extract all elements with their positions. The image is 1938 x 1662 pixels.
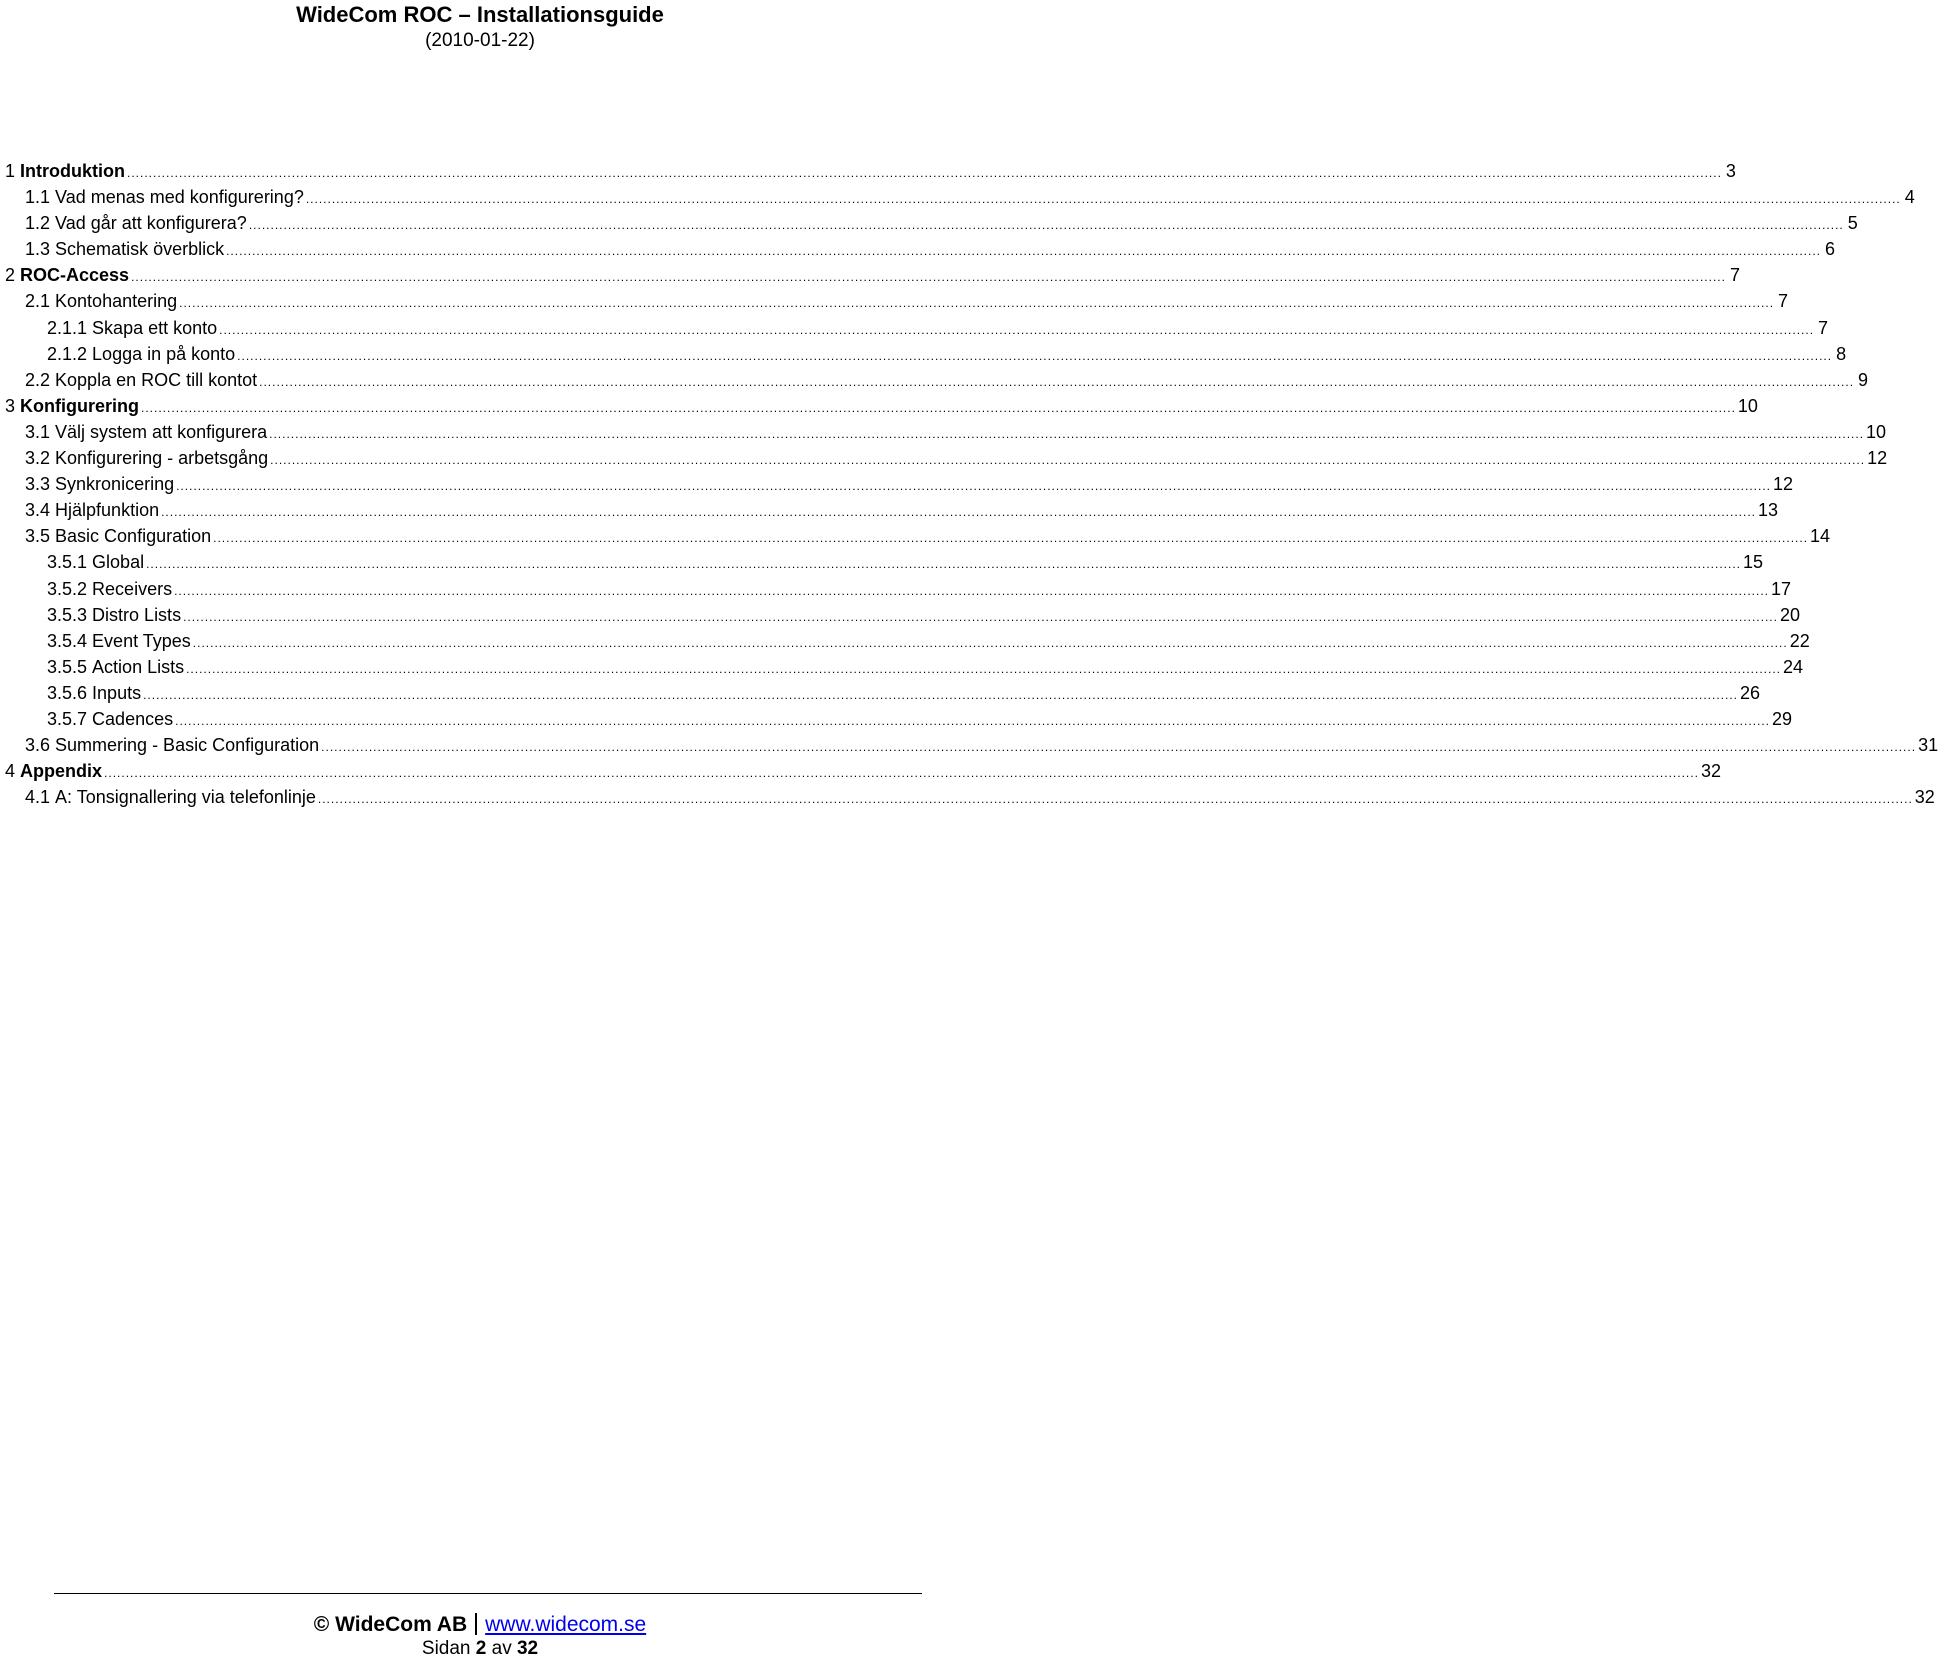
toc-entry[interactable] [5,784,1935,810]
toc-entry[interactable] [5,602,1800,628]
toc-entry-number: 3.4 [25,500,56,521]
footer-separator [475,1613,477,1635]
toc-entry[interactable] [5,706,1793,732]
toc-entry[interactable] [5,732,1938,758]
toc-dot-leader [213,525,1808,551]
toc-entry-number: 3.5.1 [47,552,93,573]
toc-entry-title: Kontohantering [55,291,178,312]
toc-dot-leader [219,317,1814,343]
toc-entry-title: Konfigurering - arbetsgång [55,448,269,469]
toc-entry-title: Summering - Basic Configuration [55,735,320,756]
toc-entry-page: 20 [1779,604,1800,625]
toc-entry-page: 29 [1772,708,1793,729]
page-number-mid: av [486,1638,517,1659]
toc-entry-title: Cadences [92,708,174,729]
toc-entry-number: 3.2 [25,448,56,469]
toc-entry-page: 8 [1836,343,1847,364]
document-date: (2010-01-22) [425,30,535,51]
toc-dot-leader [143,682,1738,708]
toc-dot-leader [104,760,1699,786]
toc-dot-leader [226,238,1821,264]
toc-entry[interactable] [5,419,1887,445]
toc-entry-number: 3.5.3 [47,604,93,625]
footer-divider [54,1593,922,1594]
toc-entry-number: 2.1.2 [47,343,93,364]
toc-dot-leader [186,656,1781,682]
toc-entry-title: Vad menas med konfigurering? [55,187,304,208]
page-number [0,1637,960,1661]
toc-dot-leader [306,186,1901,212]
toc-entry-page: 13 [1758,500,1779,521]
toc-entry-title: Action Lists [92,656,185,677]
footer-website-link[interactable]: www.widecom.se [485,1613,647,1636]
page-number-prefix: Sidan [421,1638,476,1659]
toc-entry-page: 15 [1742,552,1764,573]
toc-dot-leader [174,578,1769,604]
toc-entry-number: 2.1.1 [47,317,93,338]
toc-dot-leader [237,343,1832,369]
toc-dot-leader [179,290,1774,316]
toc-entry[interactable] [5,158,1736,184]
toc-entry-title: ROC-Access [20,265,130,286]
toc-entry-page: 12 [1773,474,1794,495]
toc-entry-title: Skapa ett konto [92,317,218,338]
toc-dot-leader [161,499,1756,525]
toc-entry-title: Event Types [92,630,191,651]
toc-entry-number: 4 [5,761,21,782]
toc-dot-leader [269,421,1864,447]
toc-entry[interactable] [5,341,1847,367]
toc-entry[interactable] [5,680,1761,706]
toc-dot-leader [127,160,1722,186]
toc-dot-leader [318,786,1913,812]
toc-entry-number: 4.1 [25,787,56,808]
toc-entry-title: Hjälpfunktion [55,500,160,521]
toc-entry-number: 2.1 [25,291,56,312]
toc-entry-number: 2.2 [25,369,56,390]
toc-entry-title: Konfigurering [20,395,140,416]
toc-entry[interactable] [5,445,1888,471]
table-of-contents [5,158,1938,810]
toc-entry-page: 5 [1847,213,1858,234]
toc-entry-title: Koppla en ROC till kontot [55,369,258,390]
document-title: WideCom ROC – Installationsguide [296,2,664,27]
toc-entry-number: 3.5 [25,526,56,547]
toc-entry-title: Inputs [92,682,142,703]
toc-entry-page: 7 [1729,265,1740,286]
toc-entry-number: 3 [5,395,21,416]
toc-entry-title: Logga in på konto [92,343,236,364]
toc-entry[interactable] [5,549,1764,575]
toc-dot-leader [176,473,1771,499]
page-footer [0,1612,960,1638]
toc-entry-page: 22 [1789,630,1810,651]
toc-entry-page: 24 [1783,656,1804,677]
toc-entry-page: 6 [1824,239,1835,260]
toc-entry-title: Schematisk överblick [55,239,225,260]
toc-entry-title: Basic Configuration [55,526,212,547]
toc-entry[interactable] [5,236,1835,262]
toc-entry-number: 3.5.7 [47,708,93,729]
toc-entry[interactable] [5,628,1810,654]
toc-entry-page: 26 [1740,682,1761,703]
toc-entry[interactable] [5,654,1804,680]
toc-entry[interactable] [5,758,1721,784]
toc-entry-page: 17 [1770,578,1792,599]
toc-dot-leader [321,734,1916,760]
toc-entry[interactable] [5,471,1794,497]
toc-entry-number: 1 [5,161,21,181]
toc-dot-leader [270,447,1865,473]
toc-entry[interactable] [5,497,1779,523]
toc-entry[interactable] [5,315,1829,341]
toc-entry-number: 3.3 [25,474,56,495]
toc-entry-page: 14 [1810,526,1831,547]
toc-entry-title: Vad går att konfigurera? [55,213,247,234]
toc-entry-title: Receivers [92,578,173,599]
toc-entry-number: 1.1 [25,187,56,208]
toc-dot-leader [193,630,1788,656]
page-number-total: 32 [516,1638,539,1659]
toc-entry[interactable] [5,184,1915,210]
toc-entry-number: 3.5.2 [47,578,93,599]
toc-entry-page: 10 [1866,421,1887,442]
toc-entry-page: 9 [1858,369,1869,390]
toc-entry-number: 3.1 [25,421,56,442]
toc-entry[interactable] [5,576,1792,602]
toc-entry-page: 10 [1737,395,1758,416]
toc-entry-number: 3.5.5 [47,656,93,677]
toc-entry-title: Global [92,552,145,573]
toc-dot-leader [175,708,1770,734]
toc-entry-page: 3 [1725,161,1736,181]
toc-entry-number: 1.3 [25,239,56,260]
toc-dot-leader [146,551,1741,577]
toc-entry-number: 1.2 [25,213,56,234]
toc-entry-page: 12 [1867,448,1888,469]
toc-entry-page: 32 [1700,761,1721,782]
toc-dot-leader [259,369,1854,395]
toc-entry[interactable] [5,367,1869,393]
toc-dot-leader [131,264,1726,290]
toc-entry-title: A: Tonsignallering via telefonlinje [55,787,316,808]
toc-dot-leader [183,604,1778,630]
toc-entry[interactable] [5,523,1831,549]
toc-entry-page: 31 [1918,735,1938,756]
toc-entry-page: 32 [1914,787,1935,808]
toc-entry-title: Appendix [20,761,103,782]
toc-entry[interactable] [5,393,1758,419]
toc-entry[interactable] [5,262,1740,288]
toc-entry-title: Synkronicering [55,474,175,495]
toc-entry[interactable] [5,210,1858,236]
toc-entry[interactable] [5,288,1789,314]
toc-entry-title: Distro Lists [92,604,182,625]
toc-entry-title: Välj system att konfigurera [55,421,268,442]
toc-dot-leader [141,395,1736,421]
page-number-current: 2 [475,1638,487,1659]
toc-entry-title: Introduktion [20,161,125,181]
footer-copyright: © WideCom AB [313,1613,468,1636]
toc-entry-page: 4 [1904,187,1915,208]
toc-entry-page: 7 [1818,317,1829,338]
toc-entry-number: 3.6 [25,735,56,756]
toc-entry-page: 7 [1778,291,1789,312]
toc-entry-number: 3.5.4 [47,630,93,651]
toc-entry-number: 2 [5,265,21,286]
toc-dot-leader [249,212,1844,238]
toc-entry-number: 3.5.6 [47,682,93,703]
